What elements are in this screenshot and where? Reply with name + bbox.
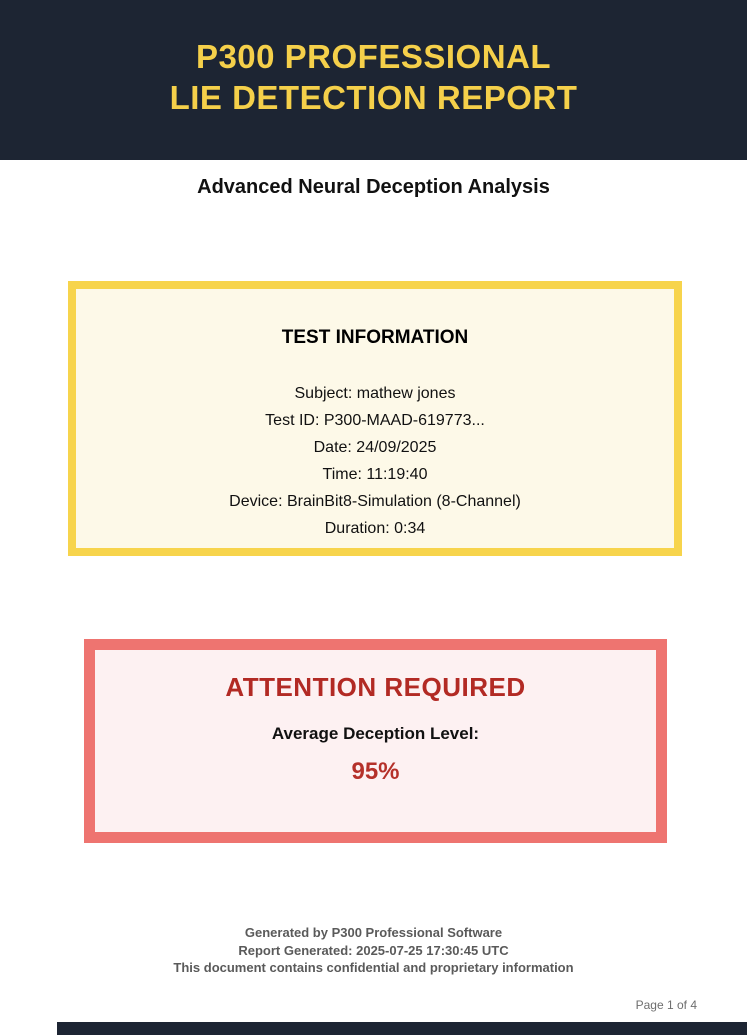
test-information-box <box>68 281 682 556</box>
test-info-duration: Duration: 0:34 <box>324 520 426 537</box>
footer-generated-timestamp: Report Generated: 2025-07-25 17:30:45 UTC <box>238 942 509 958</box>
attention-title: ATTENTION REQUIRED <box>225 672 526 702</box>
next-page-edge <box>57 1022 747 1035</box>
report-title <box>170 36 578 118</box>
test-info-date: Date: 24/09/2025 <box>313 439 437 456</box>
report-footer <box>0 924 747 977</box>
test-info-test-id: Test ID: P300-MAAD-619773... <box>265 412 485 429</box>
deception-level-label: Average Deception Level: <box>271 724 480 743</box>
report-title-line2: LIE DETECTION REPORT <box>169 79 578 116</box>
page-number: Page 1 of 4 <box>635 998 697 1012</box>
footer-confidentiality-notice: This document contains confidential and proprietary information <box>173 960 574 975</box>
test-info-time: Time: 11:19:40 <box>322 466 428 483</box>
deception-level-value: 95% <box>351 758 400 785</box>
attention-box <box>84 639 667 843</box>
test-info-subject: Subject: mathew jones <box>294 385 456 402</box>
report-title-line1: P300 PROFESSIONAL <box>195 38 552 75</box>
report-subtitle: Advanced Neural Deception Analysis <box>197 176 550 198</box>
test-information-fields <box>76 380 674 542</box>
report-header <box>0 0 747 160</box>
test-info-device: Device: BrainBit8-Simulation (8-Channel) <box>229 493 521 510</box>
test-information-title: TEST INFORMATION <box>281 327 469 348</box>
footer-generated-by: Generated by P300 Professional Software <box>244 925 503 940</box>
